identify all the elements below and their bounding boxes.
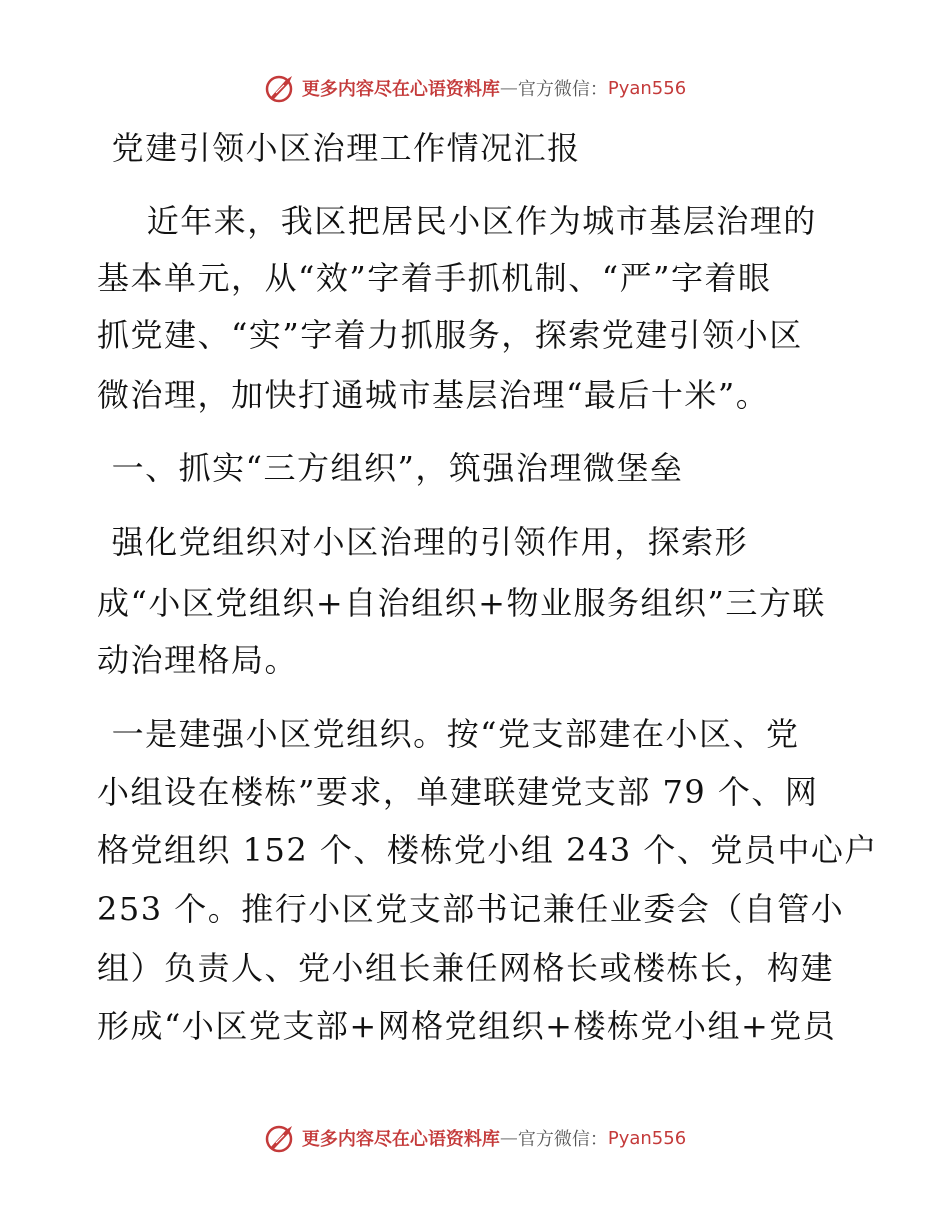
watermark-separator: — xyxy=(499,77,518,99)
point-line: 形成“小区党支部+网格党组织+楼栋党小组+党员 xyxy=(97,1007,837,1045)
footer-watermark xyxy=(0,1122,950,1154)
watermark-main-text: 更多内容尽在心语资料库 xyxy=(301,79,500,100)
section-paragraph-line: 动治理格局。 xyxy=(97,641,299,679)
section-paragraph-line: 强化党组织对小区治理的引领作用，探索形 xyxy=(100,523,749,561)
watermark-wechat-id: Pyan556 xyxy=(607,1127,687,1149)
document-title: 党建引领小区治理工作情况汇报 xyxy=(100,129,581,167)
section-paragraph-line: 成“小区党组织+自治组织+物业服务组织”三方联 xyxy=(97,584,826,622)
point-line: 组）负责人、党小组长兼任网格长或楼栋长，构建 xyxy=(97,949,835,987)
intro-line: 基本单元，从“效”字着手抓机制、“严”字着眼 xyxy=(97,259,772,297)
intro-line: 抓党建、“实”字着力抓服务，探索党建引领小区 xyxy=(97,316,803,354)
quill-pen-logo-icon xyxy=(264,1122,296,1154)
point-line: 253 个。推行小区党支部书记兼任业委会（自管小 xyxy=(97,890,845,928)
header-watermark xyxy=(0,72,950,104)
watermark-label: 官方微信： xyxy=(517,79,608,100)
point-line: 一是建强小区党组织。按“党支部建在小区、党 xyxy=(100,715,800,753)
intro-line: 近年来，我区把居民小区作为城市基层治理的 xyxy=(100,202,817,240)
point-line: 格党组织 152 个、楼栋党小组 243 个、党员中心户 xyxy=(97,831,878,869)
intro-line: 微治理，加快打通城市基层治理“最后十米”。 xyxy=(97,376,770,414)
point-line: 小组设在楼栋”要求，单建联建党支部 79 个、网 xyxy=(97,773,819,811)
watermark-main-text: 更多内容尽在心语资料库 xyxy=(301,1129,500,1150)
watermark-separator: — xyxy=(499,1127,518,1149)
watermark-label: 官方微信： xyxy=(517,1129,608,1150)
section-heading: 一、抓实“三方组织”，筑强治理微堡垒 xyxy=(100,449,684,487)
quill-pen-logo-icon xyxy=(264,72,296,104)
watermark-wechat-id: Pyan556 xyxy=(607,77,687,99)
